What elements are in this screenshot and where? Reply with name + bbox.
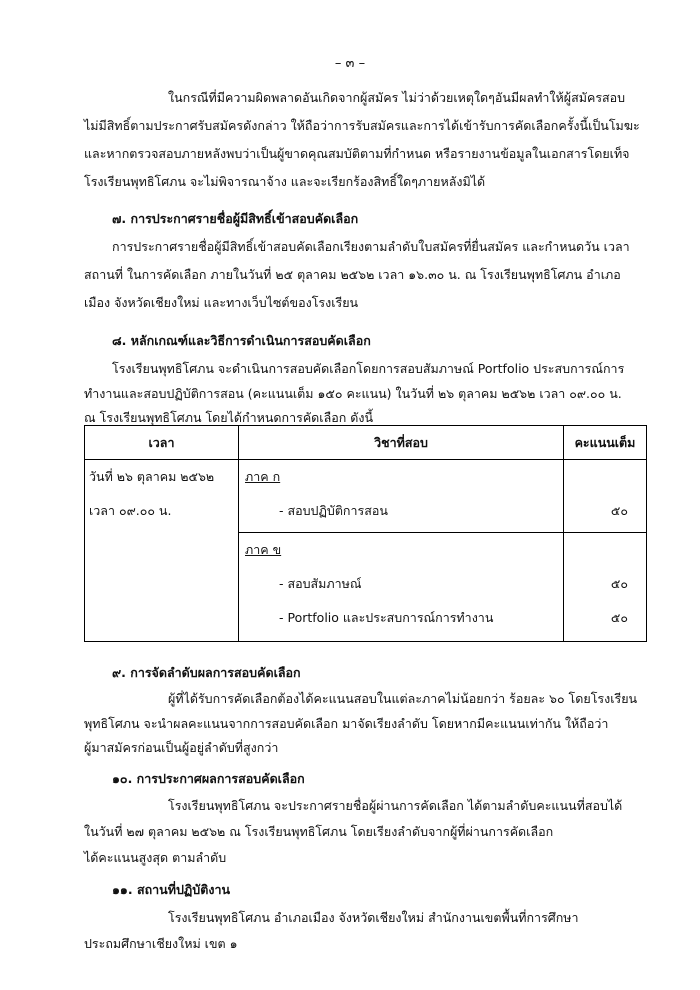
table-row bbox=[85, 460, 647, 642]
section-10-line-2: ในวันที่ ๒๗ ตุลาคม ๒๕๖๒ ณ โรงเรียนพุทธิโศภน โดยเรียงลำดับจากผู้ที่ผ่านการคัดเลือก bbox=[84, 824, 554, 839]
exam-schedule-table bbox=[84, 425, 647, 642]
page-number: – ๓ – bbox=[334, 56, 366, 71]
section-8-line-1: โรงเรียนพุทธิโศภน จะดำเนินการสอบคัดเลือกโดยการสอบสัมภาษณ์ Portfolio ประสบการณ์การ bbox=[112, 361, 625, 376]
intro-line-4: โรงเรียนพุทธิโศภน จะไม่พิจารณาจ้าง และจะเรียกร้องสิทธิ์ใดๆภายหลังมิได้ bbox=[84, 174, 486, 189]
header-full-score: คะแนนเต็ม bbox=[564, 426, 647, 460]
intro-line-3: และหากตรวจสอบภายหลังพบว่าเป็นผู้ขาดคุณสมบัติตามที่กำหนด หรือรายงานข้อมูลในเอกสารโดยเท็จ bbox=[84, 146, 630, 161]
section-9-heading: ๙. การจัดลำดับผลการสอบคัดเลือก bbox=[112, 665, 301, 680]
header-time: เวลา bbox=[85, 426, 239, 460]
section-8-line-2: ทำงานและสอบปฏิบัติการสอน (คะแนนเต็ม ๑๕๐ คะแนน) ในวันที่ ๒๖ ตุลาคม ๒๕๖๒ เวลา ๐๙.๐๐ น. bbox=[84, 386, 622, 401]
part-a-item-1: - สอบปฏิบัติการสอน bbox=[279, 503, 388, 518]
part-a-item-1-score: ๕๐ bbox=[610, 503, 628, 518]
time-cell bbox=[85, 460, 239, 642]
part-b-item-1-score: ๕๐ bbox=[610, 576, 628, 591]
part-b-item-2-score: ๕๐ bbox=[610, 610, 628, 625]
part-b-item-1: - สอบสัมภาษณ์ bbox=[279, 576, 362, 591]
subject-cell bbox=[239, 460, 564, 642]
section-8-heading: ๘. หลักเกณฑ์และวิธีการดำเนินการสอบคัดเลือก bbox=[112, 333, 371, 348]
section-11-line-2: ประถมศึกษาเชียงใหม่ เขต ๑ bbox=[84, 936, 238, 951]
intro-line-2: ไม่มีสิทธิ์ตามประกาศรับสมัครดังกล่าว ให้ถือว่าการรับสมัครและการได้เข้ารับการคัดเลือกครั้งนี้เป็นโมฆะ bbox=[84, 118, 640, 133]
time-clock: เวลา ๐๙.๐๐ น. bbox=[89, 503, 172, 518]
section-7-line-2: สถานที่ ในการคัดเลือก ภายในวันที่ ๒๕ ตุลาคม ๒๕๖๒ เวลา ๑๖.๓๐ น. ณ โรงเรียนพุทธิโศภน อำเภอ bbox=[84, 267, 621, 282]
section-9-line-3: ผู้มาสมัครก่อนเป็นผู้อยู่ลำดับที่สูงกว่า bbox=[84, 740, 279, 755]
score-cell bbox=[564, 460, 647, 642]
part-a-label: ภาค ก bbox=[245, 469, 281, 484]
section-11-line-1: โรงเรียนพุทธิโศภน อำเภอเมือง จังหวัดเชียงใหม่ สำนักงานเขตพื้นที่การศึกษา bbox=[168, 910, 579, 925]
header-subject: วิชาที่สอบ bbox=[239, 426, 564, 460]
section-7-heading: ๗. การประกาศรายชื่อผู้มีสิทธิ์เข้าสอบคัดเลือก bbox=[112, 211, 359, 226]
section-11-heading: ๑๑. สถานที่ปฏิบัติงาน bbox=[112, 882, 231, 897]
section-7-line-3: เมือง จังหวัดเชียงใหม่ และทางเว็บไซต์ของโรงเรียน bbox=[84, 295, 359, 310]
section-8-line-3: ณ โรงเรียนพุทธิโศภน โดยได้กำหนดการคัดเลือก ดังนี้ bbox=[84, 410, 374, 425]
section-10-line-3: ได้คะแนนสูงสุด ตามลำดับ bbox=[84, 850, 227, 865]
section-9-line-2: พุทธิโศภน จะนำผลคะแนนจากการสอบคัดเลือก มาจัดเรียงลำดับ โดยหากมีคะแนนเท่ากัน ให้ถือว่า bbox=[84, 716, 609, 731]
section-9-line-1: ผู้ที่ได้รับการคัดเลือกต้องได้คะแนนสอบในแต่ละภาคไม่น้อยกว่า ร้อยละ ๖๐ โดยโรงเรียน bbox=[168, 691, 638, 706]
intro-line-1: ในกรณีที่มีความผิดพลาดอันเกิดจากผู้สมัคร ไม่ว่าด้วยเหตุใดๆอันมีผลทำให้ผู้สมัครสอบ bbox=[168, 90, 626, 105]
table-header-row bbox=[85, 426, 647, 460]
section-10-heading: ๑๐. การประกาศผลการสอบคัดเลือก bbox=[112, 771, 305, 786]
section-10-line-1: โรงเรียนพุทธิโศภน จะประกาศรายชื่อผู้ผ่านการคัดเลือก ได้ตามลำดับคะแนนที่สอบได้ bbox=[168, 798, 623, 813]
section-7-line-1: การประกาศรายชื่อผู้มีสิทธิ์เข้าสอบคัดเลือกเรียงตามลำดับใบสมัครที่ยื่นสมัคร และกำหนดวัน เวลา bbox=[112, 239, 630, 254]
part-b-item-2: - Portfolio และประสบการณ์การทำงาน bbox=[279, 610, 494, 625]
part-b-label: ภาค ข bbox=[245, 542, 282, 557]
time-date: วันที่ ๒๖ ตุลาคม ๒๕๖๒ bbox=[89, 469, 215, 484]
